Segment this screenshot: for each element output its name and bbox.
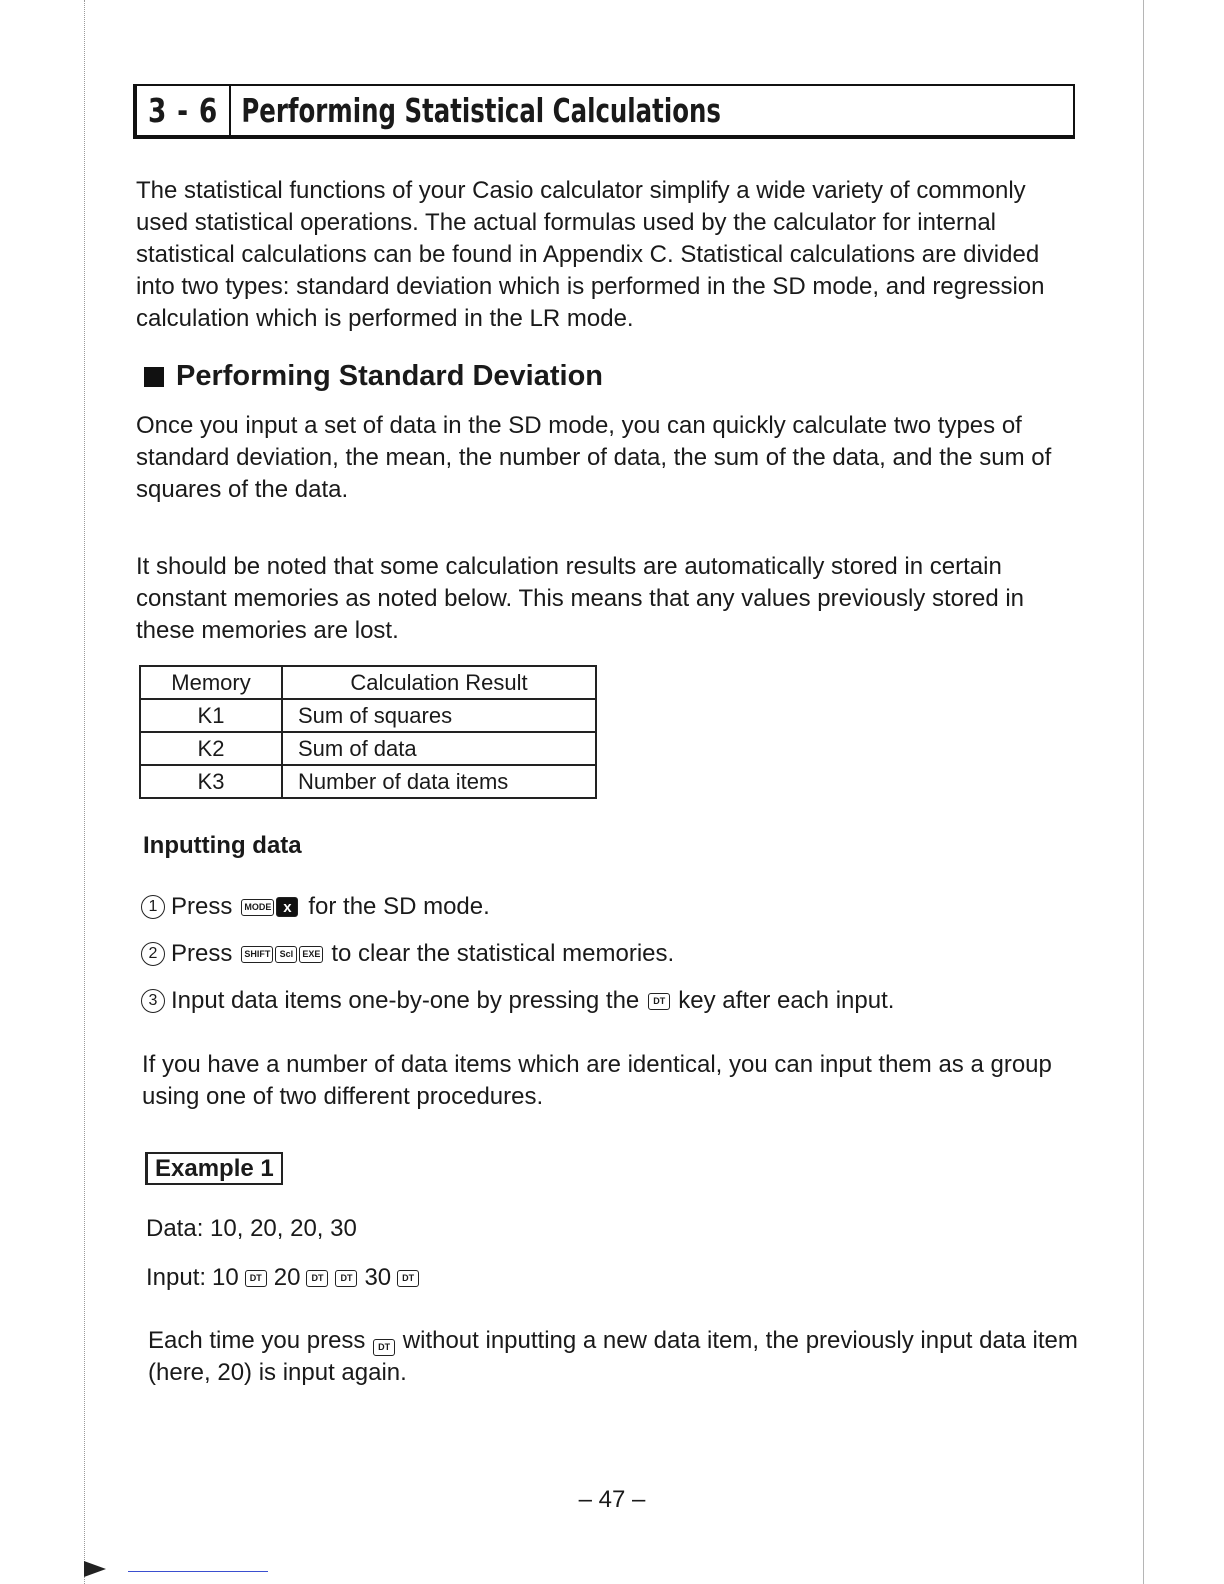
circled-number-icon: 2: [141, 942, 165, 966]
sd-description: Once you input a set of data in the SD mode, you can quickly calculate two types of standard deviation, the mean, the number of data, the sum of the data, and the sum of squares of the data.: [136, 412, 1052, 503]
corner-triangle-icon: [84, 1561, 106, 1577]
dt-key-icon: DT: [373, 1339, 395, 1356]
input-value: 10: [212, 1264, 239, 1291]
table-header-result: Calculation Result: [282, 666, 596, 699]
dt-key-icon: DT: [335, 1270, 357, 1287]
table-row: [140, 699, 596, 732]
scan-left-edge: [84, 0, 86, 1584]
sd-heading-text: Performing Standard Deviation: [176, 360, 604, 392]
section-title: Performing Statistical Calculations: [241, 91, 721, 130]
table-header-memory: Memory: [140, 666, 282, 699]
scan-bottom-mark: [128, 1571, 268, 1572]
dt-key-icon: DT: [397, 1270, 419, 1287]
inputting-heading: Inputting data: [143, 832, 302, 859]
table-row: [140, 765, 596, 798]
note-text: without inputting a new data item, the previously input data item (here, 20) is input again.: [148, 1327, 1078, 1386]
step-3: [141, 987, 894, 1015]
memory-table: [139, 665, 597, 799]
input-value: 20: [273, 1264, 301, 1291]
step-text: for the SD mode.: [308, 893, 490, 920]
repeat-input-note: [148, 1325, 1092, 1389]
table-row: [140, 732, 596, 765]
square-bullet-icon: [144, 367, 164, 387]
step-2: [141, 940, 674, 968]
circled-number-icon: 1: [141, 895, 165, 919]
dt-key-icon: DT: [306, 1270, 328, 1287]
result-cell: Number of data items: [282, 765, 596, 798]
example-label: Example 1: [145, 1152, 283, 1185]
step-text: Press: [171, 893, 233, 920]
section-header: [133, 84, 1075, 139]
memory-cell: K1: [140, 699, 282, 732]
result-cell: Sum of squares: [282, 699, 596, 732]
step-1: [141, 893, 490, 921]
example-input-line: [146, 1264, 420, 1292]
page-number: – 47 –: [578, 1486, 646, 1513]
scan-right-edge: [1143, 0, 1144, 1584]
mode-key-icon: MODE: [241, 899, 274, 916]
exe-key-icon: EXE: [299, 946, 323, 963]
step-text: key after each input.: [678, 987, 895, 1014]
intro-paragraph: The statistical functions of your Casio calculator simplify a wide variety of commonly used statistical operations. The actual formulas used by the calculator for internal statistical calculations can be found in Appendix C. Statistical calculations are divided into two types: standard deviation which is performed in the SD mode, and regression calculation which is performed in the LR mode.: [136, 177, 1045, 332]
dt-key-icon: DT: [245, 1270, 267, 1287]
memory-cell: K2: [140, 732, 282, 765]
step-text: Press: [171, 940, 233, 967]
input-value: 30: [364, 1264, 392, 1291]
memory-cell: K3: [140, 765, 282, 798]
table-header-row: [140, 666, 596, 699]
step-text: to clear the statistical memories.: [331, 940, 675, 967]
dt-key-icon: DT: [648, 993, 670, 1010]
circled-number-icon: 3: [141, 989, 165, 1013]
shift-key-icon: SHIFT: [241, 946, 273, 963]
section-number: 3 - 6: [147, 91, 219, 130]
note-text: Each time you press: [148, 1327, 366, 1354]
memory-note: It should be noted that some calculation results are automatically stored in certain constant memories as noted below. This means that any values previously stored in these memories are lost.: [136, 553, 1025, 644]
input-label: Input:: [146, 1264, 207, 1291]
step-text: Input data items one-by-one by pressing the: [171, 987, 640, 1014]
x-key-icon: x: [276, 897, 298, 917]
result-cell: Sum of data: [282, 732, 596, 765]
example-data-line: Data: 10, 20, 20, 30: [146, 1215, 357, 1242]
scl-key-icon: Scl: [275, 946, 297, 963]
sd-heading: [144, 360, 603, 393]
group-note: If you have a number of data items which are identical, you can input them as a group using one of two different procedures.: [142, 1051, 1052, 1110]
